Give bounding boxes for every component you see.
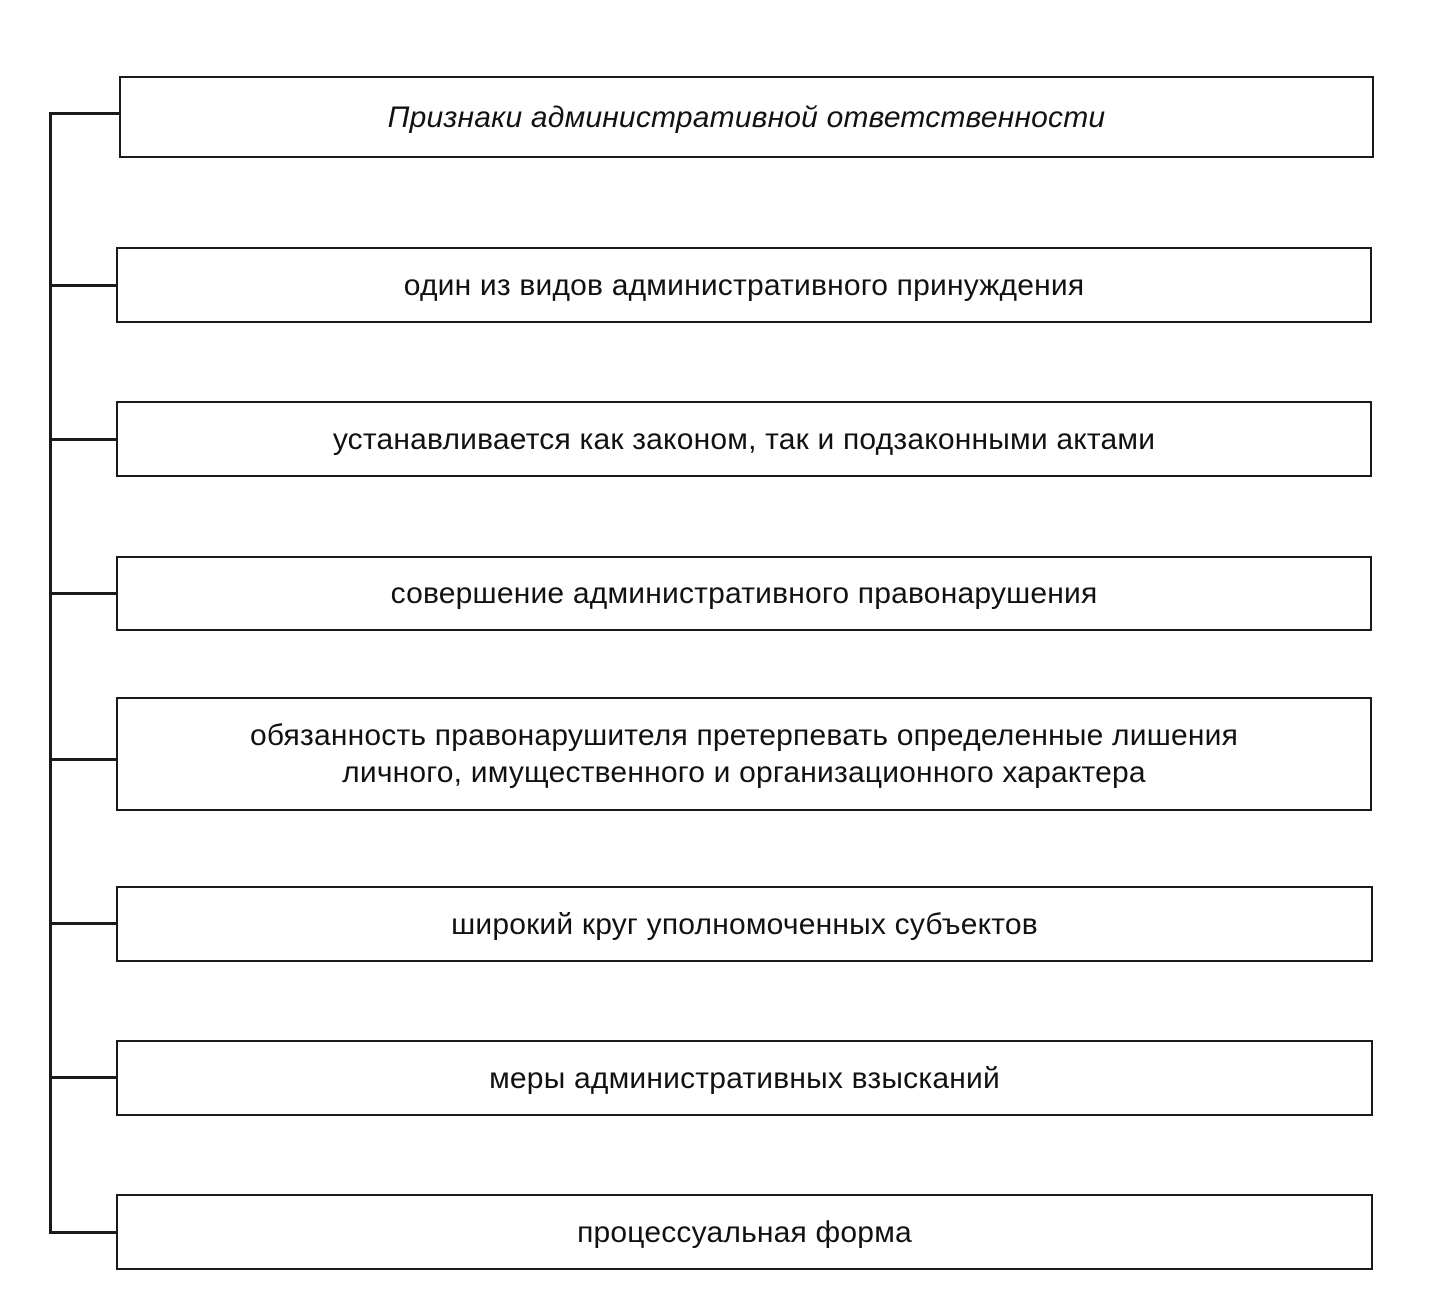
connector-item-7 bbox=[49, 1231, 117, 1234]
connector-item-6 bbox=[49, 1076, 117, 1079]
connector-item-4 bbox=[49, 758, 117, 761]
feature-box-7 bbox=[116, 1194, 1373, 1270]
feature-label-1: один из видов административного принуждения bbox=[403, 268, 1085, 302]
feature-label-5: широкий круг уполномоченных субъектов bbox=[451, 907, 1038, 941]
connector-item-2 bbox=[49, 438, 117, 441]
vertical-connector-line bbox=[49, 112, 52, 1234]
feature-box-4 bbox=[116, 697, 1372, 811]
feature-label-2: устанавливается как законом, так и подзаконными актами bbox=[332, 422, 1156, 456]
connector-item-3 bbox=[49, 592, 117, 595]
connector-title bbox=[49, 112, 119, 115]
feature-label-3: совершение административного правонарушения bbox=[390, 577, 1098, 610]
diagram-title-box bbox=[119, 76, 1374, 158]
feature-label-6: меры административных взысканий bbox=[489, 1061, 1000, 1095]
diagram-title: Признаки административной ответственности bbox=[387, 100, 1106, 134]
feature-box-1 bbox=[116, 247, 1372, 323]
feature-box-5 bbox=[116, 886, 1373, 962]
feature-box-3 bbox=[116, 556, 1372, 631]
feature-box-2 bbox=[116, 401, 1372, 477]
feature-box-6 bbox=[116, 1040, 1373, 1116]
feature-label-4: обязанность правонарушителя претерпевать определенные лишения личного, имущественного и организационного характера bbox=[249, 719, 1239, 789]
feature-label-7: процессуальная форма bbox=[577, 1215, 912, 1249]
connector-item-1 bbox=[49, 284, 117, 287]
connector-item-5 bbox=[49, 922, 117, 925]
